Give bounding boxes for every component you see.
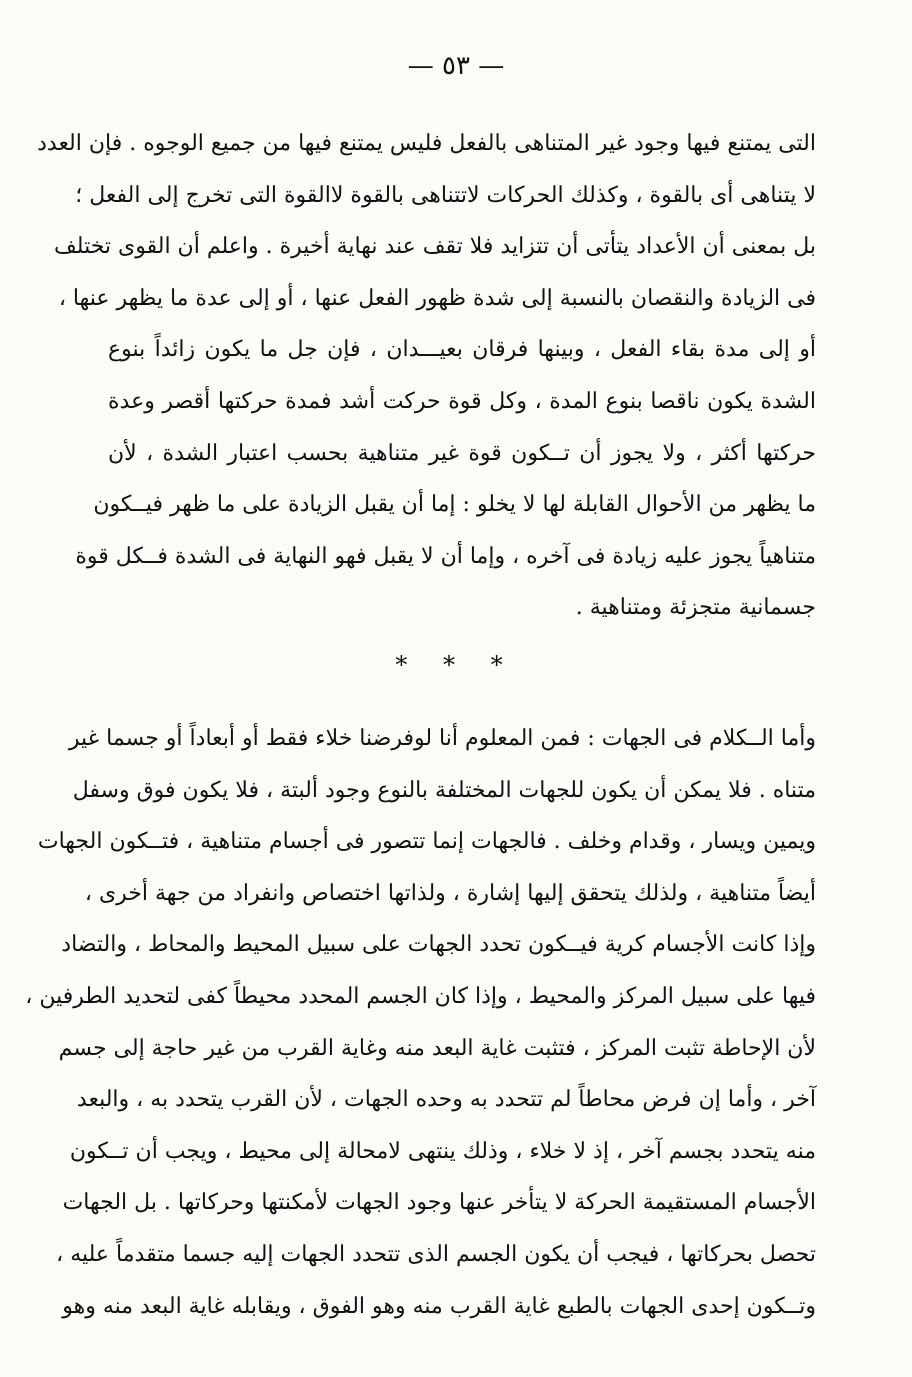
text-line: متناه . فلا يمكن أن يكون للجهات المختلفة بالنوع وجود ألبتة ، فلا يكون فوق وسفل [72,777,816,803]
section-divider: * * * [395,651,517,679]
text-line: أو إلى مدة بقاء الفعل ، وبينها فرقان بعيـــدان ، فإن جل ما يكون زائداً بنوع [108,337,816,363]
text-line: ما يظهر من الأحوال القابلة لها لا يخلو : إما أن يقبل الزيادة على ما ظهر فيــكون [93,492,816,518]
paragraph-directions [25,713,816,1332]
page-number: — ٥٣ — [407,51,505,81]
text-line: آخر ، وأما إن فرض محاطاً لم تتحدد به وحده الجهات ، لأن القرب يتحدد به ، والبعد [76,1087,816,1113]
text-line: حركتها أكثر ، ولا يجوز أن تــكون قوة غير متناهية بحسب اعتبار الشدة ، لأن [108,440,816,466]
text-line: تحصل بحركاتها ، فيجب أن يكون الجسم الذى تتحدد الجهات إليه جسما متقدماً عليه ، [56,1241,816,1267]
text-line: جسمانية متجزئة ومتناهية . [575,595,816,621]
text-line: وإذا كانت الأجسام كرية فيــكون تحدد الجهات على سبيل المحيط والمحاط ، والتضاد [61,932,816,958]
text-line: وأما الــكلام فى الجهات : فمن المعلوم أنا لوفرضنا خلاء فقط أو أبعاداً أو جسما غير [68,726,816,751]
text-line: الشدة يكون ناقصا بنوع المدة ، وكل قوة حركت أشد فمدة حركتها أقصر وعدة [108,388,816,414]
text-line: فى الزيادة والنقصان بالنسبة إلى شدة ظهور الفعل عنها ، أو إلى عدة ما يظهر عنها ، [58,285,816,311]
text-line: فيها على سبيل المركز والمحيط ، وإذا كان الجسم المحدد محيطاً كفى لتحديد الطرفين ، [25,983,816,1009]
text-line: بل بمعنى أن الأعداد يتأتى أن تتزايد فلا تقف عند نهاية أخيرة . واعلم أن القوى تختلف [54,234,816,260]
text-line: لأن الإحاطة تثبت المركز ، فتثبت غاية البعد منه وغاية القرب من غير حاجة إلى جسم [58,1035,816,1061]
text-line: منه يتحدد بجسم آخر ، إذ لا خلاء ، وذلك ينتهى لامحالة إلى محيط ، ويجب أن تــكون [69,1138,816,1164]
text-line: وتــكون إحدى الجهات بالطبع غاية القرب منه وهو الفوق ، ويقابله غاية البعد منه وهو [62,1293,816,1319]
text-line: الأجسام المستقيمة الحركة لا يتأخر عنها وجود الجهات لأمكنتها وحركاتها . بل الجهات [62,1190,816,1216]
text-line: ويمين ويسار ، وقدام وخلف . فالجهات إنما تتصور فى أجسام متناهية ، فتــكون الجهات [37,829,816,855]
text-line: لا يتناهى أى بالقوة ، وكذلك الحركات لاتتناهى بالقوة لاالقوة التى تخرج إلى الفعل ؛ [75,182,816,208]
paragraph-powers [37,118,816,634]
text-line: أيضاً متناهية ، ولذلك يتحقق إليها إشارة ، ولذاتها اختصاص وانفراد من جهة أخرى ، [84,880,816,906]
text-line: متناهياً يجوز عليه زيادة فى آخره ، وإما أن لا يقبل فهو النهاية فى الشدة فــكل قوة [75,543,816,569]
text-line: التى يمتنع فيها وجود غير المتناهى بالفعل فليس يمتنع فيها من جميع الوجوه . فإن العدد [37,131,816,156]
